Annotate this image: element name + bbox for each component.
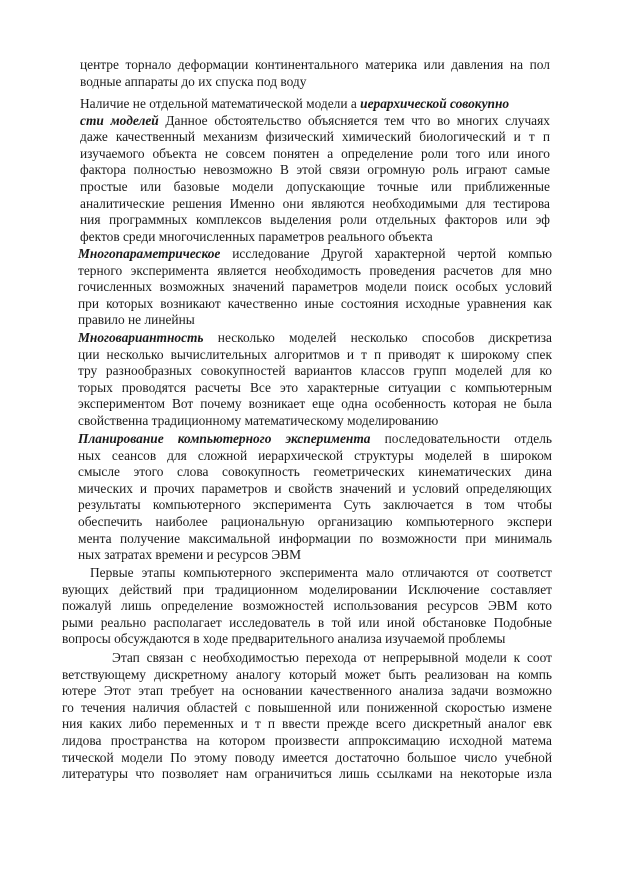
text-line: центре торнало деформации континентального материка или давления на пол <box>80 57 550 72</box>
text-line: фактора полностью невозможно В этой связи огромную роль играют самые <box>80 162 550 178</box>
text-line <box>78 431 552 448</box>
text-line: вопросы обсуждаются в ходе предварительного анализа изучаемой проблемы <box>62 631 506 647</box>
text-line: свойственна традиционному математическому моделированию <box>78 412 439 428</box>
text-line: лидова пространства на котором произвести аппроксимацию исходной матема <box>62 732 552 748</box>
text-line: экспериментом Вот почему возникает еще одна особенность которая не была <box>78 396 552 412</box>
emphasis-term: Планирование компьютерного эксперимента <box>78 431 371 446</box>
text-line: ния программных комплексов выделения роли отдельных факторов или эф <box>80 212 550 228</box>
text-line: пожалуй лишь определение возможностей использования ресурсов ЭВМ кото <box>62 598 552 614</box>
text-line: ния каких либо переменных и т п ввести прежде всего дискретный аналог евк <box>62 716 552 732</box>
text-line: мента получение максимальной информации по возможности при минималь <box>78 530 552 546</box>
text-line: терного эксперимента является необходимость проведения расчетов для мно <box>78 262 552 278</box>
paragraph-planning <box>78 431 552 564</box>
text-line: обеспечить наиболее рациональную организацию компьютерного экспери <box>78 513 552 529</box>
text-line: ных затратах времени и ресурсов ЭВМ <box>78 547 302 563</box>
text-line: ции несколько вычислительных алгоритмов и т п приводят к широкому спек <box>78 346 552 362</box>
text-line: торых проводятся расчеты Все это характерные ситуации с компьютерным <box>78 379 552 395</box>
text-fragment: Данное обстоятельство объясняется тем что во многих случаях <box>158 112 550 128</box>
text-line: ных сеансов для сложной иерархической структуры моделей в широком <box>78 447 552 463</box>
text-line: смысле этого слова совокупность геометрических кинематических дина <box>78 464 552 480</box>
text-line: при которых возникают качественно иные состояния исходные уравнения как <box>78 295 552 311</box>
text-line <box>78 246 552 263</box>
paragraph-multiparametric <box>78 246 552 329</box>
emphasis-term: Многовариантность <box>78 330 204 345</box>
text-line: рыми реально располагает исследователь в той или иной обстановке Подобные <box>62 614 552 630</box>
paragraph-intro <box>80 57 550 90</box>
text-line: Первые этапы компьютерного эксперимента мало отличаются от соответст <box>90 565 552 580</box>
text-line <box>80 96 550 113</box>
text-fragment: несколько моделей несколько способов дискретиза <box>203 330 552 345</box>
emphasis-term: Многопараметрическое <box>78 246 221 261</box>
emphasis-term: сти моделей <box>80 112 159 128</box>
emphasis-term: иерархической совокупно <box>360 96 510 111</box>
text-line: тической модели По этому поводу имеется достаточно большое число учебной <box>62 749 552 765</box>
text-fragment: Наличие не отдельной математической модели а <box>80 96 361 111</box>
text-fragment: последовательности отдель <box>370 431 552 446</box>
text-line: гочисленных возможных значений параметров модели поиск особых условий <box>78 279 552 295</box>
text-line <box>78 330 552 347</box>
text-line: го течения наличия областей с повышенной или пониженной скоростью измене <box>62 699 552 715</box>
text-line: аналитические решения Именно они являются необходимыми для тестирова <box>80 195 550 211</box>
text-line: тру разнообразных совокупностей вариантов классов групп моделей для ко <box>78 363 552 379</box>
text-line: водные аппараты до их спуска под воду <box>80 73 307 89</box>
text-line: правило не линейны <box>78 312 195 328</box>
paragraph-stage <box>62 650 552 783</box>
text-line: ветствующему дискретному аналогу который может быть реализован на компь <box>62 666 552 682</box>
text-line: Этап связан с необходимостью перехода от непрерывной модели к соот <box>112 650 552 665</box>
text-line: литературы что позволяет нам ограничиться лишь ссылками на некоторые изла <box>62 766 552 782</box>
text-line: вующих действий при традиционном моделировании Исключение составляет <box>62 581 552 597</box>
paragraph-multivariant <box>78 330 552 430</box>
paragraph-hierarchy <box>80 96 550 245</box>
paragraph-first-stages <box>62 565 552 648</box>
text-line: простые или базовые модели допускающие точные или приближенные <box>80 178 550 194</box>
text-line: ютере Этот этап требует на основании качественного анализа задачи возможно <box>62 683 552 699</box>
text-line: мических и прочих параметров и свойств значений и условий определяющих <box>78 480 552 496</box>
text-line: изучаемого объекта не совсем понятен а определение роли того или иного <box>80 145 550 161</box>
text-line: даже качественный механизм физический химический биологический и т п <box>80 129 550 145</box>
text-line: фектов среди многочисленных параметров реального объекта <box>80 228 433 244</box>
text-fragment: исследование Другой характерной чертой компью <box>220 246 552 261</box>
text-line <box>80 113 550 130</box>
text-line: результаты компьютерного эксперимента Суть заключается в том чтобы <box>78 497 552 513</box>
